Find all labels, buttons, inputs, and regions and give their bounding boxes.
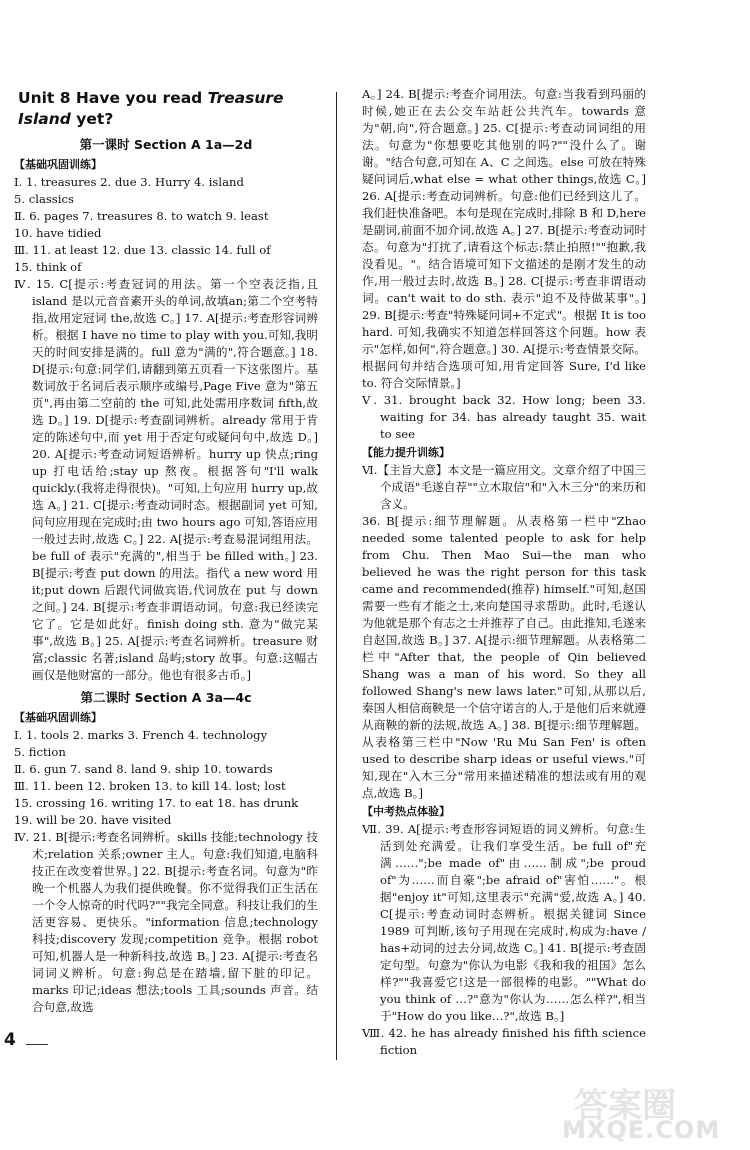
watermark-bottom-text: MXQE.COM <box>562 1116 721 1144</box>
watermark-logo <box>556 1078 742 1144</box>
page-number: 4 <box>4 1030 16 1050</box>
unit-title <box>18 88 318 130</box>
unit-title-main: Unit 8 Have you read <box>18 89 208 107</box>
answer-paragraph: Ⅶ. 39. A[提示:考查形容词短语的词义辨析。句意:生活到处充满爱。让我们享受生活。be full of"充满……";be made of"由……制成";be proud of"为……而自豪";be afraid of"害怕……"。根据"enjoy it"可知,这里表示"充满"爱,故选 A。] 40. C[提示:考查动词时态辨析。根据关键词 Since 1989 可判断,该句子用现在完成时,构成为:have / has+动词的过去分词,故选 C。] 41. B[提示:考查固定句型。句意为"你认为电影《我和我的祖国》怎么样?""我喜爱它!这是一部很棒的电影。""What do you think of …?"意为"你认为……怎么样?",相当于"How do you like…?",故选 B。] <box>362 822 646 1023</box>
right-column <box>362 86 646 1059</box>
page-number-rule <box>26 1044 48 1045</box>
unit-title-book2: Island <box>18 110 71 128</box>
answer-line: 15. crossing 16. writing 17. to eat 18. has drunk <box>14 796 299 810</box>
lesson1-basic-section: 【基础巩固训练】 <box>14 158 102 171</box>
answer-line: Ⅰ. 1. treasures 2. due 3. Hurry 4. island <box>14 175 244 189</box>
answer-line: 5. classics <box>14 192 74 206</box>
answer-paragraph: A。] 24. B[提示:考查介词用法。句意:当我看到玛丽的时候,她正在去公交车站赶公共汽车。towards 意为"朝,向",符合题意。] 25. C[提示:考查动词词组的用法。句意为"你想要吃其他别的吗?""没什么了。谢谢。"结合句意,可知在 A、C 之间选。else 可放在特殊疑问词后,what else = what other things,故选 C。] 26. A[提示:考查动词辨析。句意:他们已经到这儿了。我们赶快准备吧。本句是现在完成时,排除 B 和 D,here 是副词,前面不加介词,故选 A。] 27. B[提示:考查动词时态。句意为"打扰了,请看这个标志:禁止拍照!""抱歉,我没看见。"。结合语境可知下文描述的是刚才发生的动作,用一般过去时,故选 B。] 28. C[提示:考查非谓语动词。can't wait to do sth. 表示"迫不及待做某事"。] 29. B[提示:考查"特殊疑问词+不定式"。根据 It is too hard. 可知,我确实不知道怎样回答这个问题。how 表示"怎样,如何",符合题意。] 30. A[提示:考查情景交际。根据问句并结合选项可知,用肯定回答 Sure, I'd like to. 符合交际情景。] <box>362 87 646 390</box>
answer-line: Ⅲ. 11. at least 12. due 13. classic 14. full of <box>14 243 271 257</box>
answer-line: 10. have tidied <box>14 226 102 240</box>
left-column <box>14 86 318 1016</box>
answer-line: Ⅱ. 6. pages 7. treasures 8. to watch 9. least <box>14 209 269 223</box>
unit-title-book1: Treasure <box>207 89 284 107</box>
answer-paragraph: 36. B[提示:细节理解题。从表格第一栏中"Zhao needed some talented people to ask for help from Chu. Then Mao Sui—the man who believed he was the right person for this task came and recommended(推荐) himself."可知,赵国需要一些有才能之士,来向楚国寻求帮助。此时,毛遂认为他就是那个有志之士并推荐了自己。由此推知,毛遂来自赵国,故选 B。] 37. A[提示:细节理解题。从表格第二栏中"After that, the people of Qin believed Shang was a man of his word. So they all followed Shang's new laws later."可知,从那以后,秦国人相信商鞅是一个信守诺言的人,于是他们后来就遵从商鞅的新的法规,故选 A。] 38. B[提示:细节理解题。从表格第三栏中"Now 'Ru Mu San Fen' is often used to describe sharp ideas or useful views."可知,现在"入木三分"常用来描述精准的想法或有用的观点,故选 B。] <box>362 514 646 800</box>
answer-line: Ⅲ. 11. been 12. broken 13. to kill 14. lost; lost <box>14 779 286 793</box>
answer-line: Ⅱ. 6. gun 7. sand 8. land 9. ship 10. towards <box>14 762 273 776</box>
watermark-top-text: 答案圈 <box>574 1086 676 1126</box>
answer-line: Ⅷ. 42. he has already finished his fifth science fiction <box>362 1026 646 1057</box>
answer-paragraph: Ⅳ. 15. C[提示:考查冠词的用法。第一个空表泛指,且island 是以元音音素开头的单词,故填an;第二个空考特指,故用定冠词 the,故选 C。] 17. A[提示:考查形容词辨析。根据 I have no time to play with you.可知,我明天的时间安排是满的。full 意为"满的",符合题意。] 18. D[提示:句意:同学们,请翻到第五页看一下这张图片。基数词放于名词后表示顺序或编号,Page Five 意为"第五页",再由第二空前的 the 可知,此处需用序数词 fifth,故选 D。] 19. D[提示:考查副词辨析。already 常用于肯定的陈述句中,而 yet 用于否定句或疑问句中,故选 D。] 20. A[提示:考查动词短语辨析。hurry up 快点;ring up 打电话给;stay up 熬夜。根据答句"I'll walk quickly.(我将走得很快)。"可知,上句应用 hurry up,故选 A。] 21. C[提示:考查动词时态。根据副词 yet 可知,问句应用现在完成时;由 two hours ago 可知,答语应用一般过去时,故选 C。] 22. A[提示:考查易混词组用法。be full of 表示"充满的",相当于 be filled with。] 23. B[提示:考查 put down 的用法。指代 a new word 用 it;put down 后跟代词做宾语,代词放在 put 与 down 之间。] 24. B[提示:考查非谓语动词。句意:我已经读完它了。它是如此好。finish doing sth. 意为"做完某事",故选 B。] 25. A[提示:考查名词辨析。treasure 财富;classic 名著;island 岛屿;story 故事。句意:这幅古画仅是他财富的一部分。他也有很多古币。] <box>14 277 318 682</box>
column-divider <box>336 92 337 1060</box>
unit-title-end: yet? <box>70 110 114 128</box>
answer-paragraph: Ⅳ. 21. B[提示:考查名词辨析。skills 技能;technology 技术;relation 关系;owner 主人。句意:我们知道,电脑科技正在改变着世界。] 22. B[提示:考查名词。句意为"昨晚一个机器人为我们提供晚餐。你不觉得我们正生活在一个令人惊奇的时代吗?""我完全同意。科技让我们的生活更容易、更快乐。"information 信息;technology 科技;discovery 发现;competition 竞争。根据 robot 可知,机器人是一种新科技,故选 B。] 23. A[提示:考查名词词义辨析。句意:狗总是在踏墙,留下脏的印记。marks 印记;ideas 想法;tools 工具;sounds 声音。结合句意,故选 <box>14 830 318 1014</box>
lesson2-basic-section: 【基础巩固训练】 <box>14 711 102 724</box>
answer-line: 5. fiction <box>14 745 66 759</box>
exam-section: 【中考热点体验】 <box>362 805 450 818</box>
answer-line: 19. will be 20. have visited <box>14 813 172 827</box>
answer-line: Ⅰ. 1. tools 2. marks 3. French 4. technology <box>14 728 268 742</box>
answer-line: Ⅴ. 31. brought back 32. How long; been 33. waiting for 34. has already taught 35. wait to see <box>362 393 646 441</box>
summary-paragraph: Ⅵ.【主旨大意】本文是一篇应用文。文章介绍了中国三个成语"毛遂自荐""立木取信"和"入木三分"的来历和含义。 <box>362 463 646 511</box>
lesson2-heading: 第二课时 Section A 3a—4c <box>80 690 252 705</box>
ability-section: 【能力提升训练】 <box>362 446 450 459</box>
lesson1-heading: 第一课时 Section A 1a—2d <box>79 137 253 152</box>
answer-line: 15. think of <box>14 260 82 274</box>
